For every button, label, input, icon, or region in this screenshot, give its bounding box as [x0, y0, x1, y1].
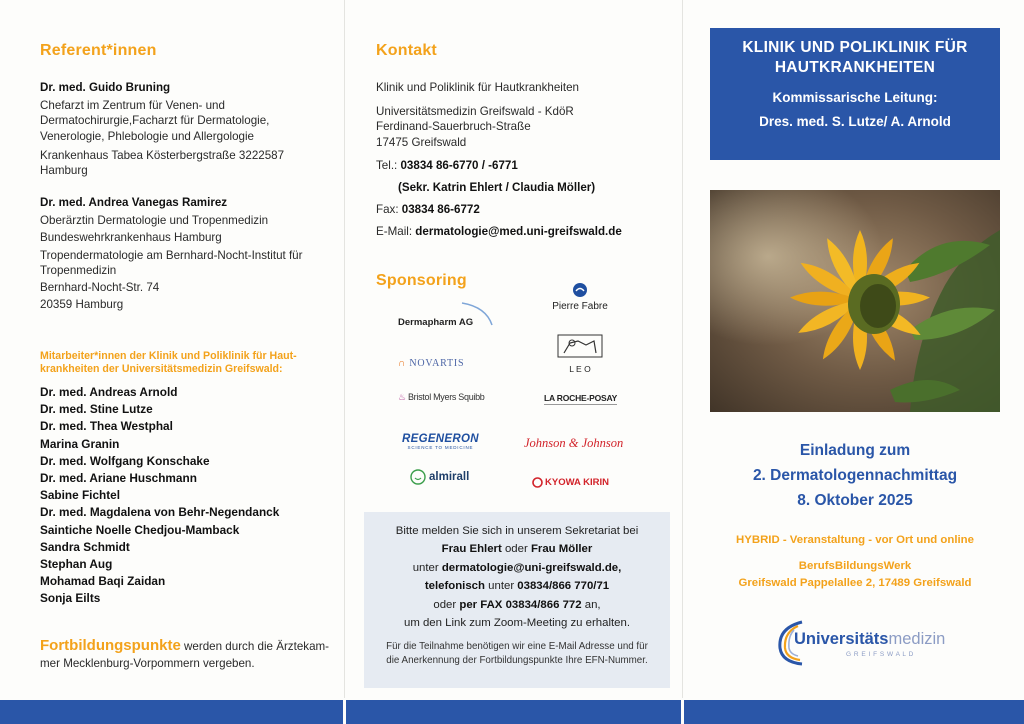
referent-1-line: Chefarzt im Zentrum für Venen- und [40, 99, 225, 113]
pierre-fabre-label: Pierre Fabre [552, 301, 608, 312]
list-item: Dr. med. Magdalena von Behr-Negendanck [40, 505, 280, 520]
johnson-johnson-label: Johnson & Johnson [524, 436, 624, 450]
registration-text: oder [501, 543, 531, 556]
kyowa-kirin-icon [532, 477, 543, 488]
regeneron-subtitle: SCIENCE TO MEDICINE [407, 445, 474, 450]
novartis-logo [398, 358, 464, 369]
almirall-logo [410, 469, 469, 485]
dermapharm-logo [398, 303, 473, 328]
dermapharm-label: Dermapharm AG [398, 317, 474, 328]
referent-2 [40, 195, 330, 312]
kontakt-heading: Kontakt [376, 42, 437, 59]
registration-line: Bitte melden Sie sich in unserem Sekretariat bei [395, 525, 639, 537]
logo-word-universitaets: Universitäts [794, 630, 889, 648]
kyowa-kirin-label: KYOWA KIRIN [545, 477, 610, 488]
event-details [710, 532, 1000, 592]
almirall-icon [410, 469, 426, 485]
almirall-label: almirall [429, 471, 470, 483]
logo-word-greifswald: G R E I F S W A L D [846, 651, 914, 658]
invitation-line: Einladung zum [799, 442, 911, 459]
registration-text: telefonisch [424, 580, 485, 593]
referent-1-line: Krankenhaus Tabea Kösterbergstraße 3222587 [40, 148, 285, 162]
registration-box [364, 512, 670, 688]
leo-logo [556, 333, 604, 374]
referent-1-line: Dermatochirurgie,Facharzt für Dermatologie, [40, 114, 270, 128]
bottom-bar-gap [681, 700, 684, 724]
registration-name: Frau Möller [530, 543, 593, 556]
event-address: Greifswald Pappelallee 2, 17489 Greifswald [738, 577, 972, 589]
johnson-johnson-logo [524, 436, 623, 451]
referent-1 [40, 80, 330, 178]
sekretariat-names: (Sekr. Katrin Ehlert / Claudia Möller) [398, 181, 596, 195]
bms-logo [398, 392, 485, 403]
regeneron-label: REGENERON [402, 433, 479, 445]
list-item: Sandra Schmidt [40, 539, 130, 554]
list-item: Dr. med. Andreas Arnold [40, 385, 178, 399]
registration-name: Frau Ehlert [441, 543, 502, 556]
kontakt-line: Ferdinand-Sauerbruch-Straße [376, 120, 531, 134]
referent-2-line: Bernhard-Nocht-Str. 74 [40, 281, 160, 295]
fortbildung-note [40, 638, 335, 672]
fortbildung-text: mer Mecklenburg-Vorpommern vergeben. [40, 656, 255, 670]
mitarbeiter-heading-line: krankheiten der Universitätsmedizin Greifswald: [40, 363, 283, 375]
kontakt-block [376, 80, 676, 247]
sunflower-photo [710, 190, 1000, 412]
registration-line: um den Link zum Zoom-Meeting zu erhalten. [403, 617, 631, 630]
sunflower-image [710, 190, 1000, 412]
kyowa-kirin-logo [532, 477, 609, 488]
novartis-label: NOVARTIS [409, 358, 465, 369]
referent-2-line: 20359 Hamburg [40, 298, 124, 312]
mitarbeiter-heading [40, 350, 335, 376]
novartis-flame-icon: ∩ [398, 358, 406, 369]
panel-referenten [0, 0, 344, 724]
registration-text: unter [484, 580, 518, 593]
kontakt-line: 17475 Greifswald [376, 135, 467, 149]
registration-text: unter [412, 561, 442, 574]
kontakt-line: Universitätsmedizin Greifswald - KdöR [376, 105, 574, 119]
fax-label: Fax: [376, 203, 402, 217]
klinik-title [710, 38, 1000, 78]
list-item: Stephan Aug [40, 557, 113, 572]
bms-label: Bristol Myers Squibb [407, 392, 485, 402]
list-item: Mohamad Baqi Zaidan [40, 574, 166, 589]
list-item: Sabine Fichtel [40, 488, 120, 503]
registration-fax: per FAX 03834/866 772 [459, 598, 582, 611]
referent-2-line: Tropenmedizin [40, 263, 117, 277]
leo-label: L E O [569, 364, 591, 374]
event-venue: BerufsBildungsWerk [798, 560, 912, 572]
sponsoring-heading: Sponsoring [376, 272, 467, 289]
universitaetsmedizin-logo [772, 618, 952, 672]
email-link[interactable]: dermatologie@med.uni-greifswald.de [415, 225, 622, 239]
registration-text: oder [433, 598, 460, 611]
referent-2-line: Bundeswehrkrankenhaus Hamburg [40, 231, 222, 245]
registration-phone[interactable]: 03834/866 770/71 [517, 580, 610, 593]
klinik-leitung-line: Kommissarische Leitung: [772, 90, 938, 105]
la-roche-posay-logo [544, 393, 617, 405]
invitation-line: 2. Dermatologennachmittag [752, 467, 958, 484]
panel-cover [682, 0, 1024, 724]
klinik-leitung-line: Dres. med. S. Lutze/ A. Arnold [759, 114, 951, 129]
tel-label: Tel.: [376, 158, 401, 172]
registration-note-line: die Anerkennung der Fortbildungspunkte Ihre EFN-Nummer. [386, 654, 648, 666]
referent-2-line: Oberärztin Dermatologie und Tropenmedizin [40, 214, 269, 228]
mitarbeiter-list [40, 384, 340, 608]
referent-1-line: Venerologie, Phlebologie und Allergologie [40, 129, 255, 143]
list-item: Dr. med. Ariane Huschmann [40, 471, 197, 486]
list-item: Marina Granin [40, 436, 120, 451]
bottom-bar-gap [343, 700, 346, 724]
pierre-fabre-icon [572, 282, 588, 298]
registration-email-link[interactable]: dermatologie@uni-greifswald.de, [441, 561, 622, 574]
fortbildung-text: werden durch die Ärztekam- [180, 640, 330, 653]
event-date: 8. Oktober 2025 [797, 492, 913, 509]
registration-text: an, [581, 598, 601, 611]
referent-2-line: Tropendermatologie am Bernhard-Nocht-Institut für [40, 248, 303, 262]
panel-kontakt [344, 0, 682, 724]
bottom-color-bar [0, 700, 1024, 724]
list-item: Dr. med. Thea Westphal [40, 419, 173, 434]
bms-icon: ♨ [398, 392, 406, 402]
list-item: Saintiche Noelle Chedjou-Mamback [40, 522, 240, 537]
klinik-title-line: HAUTKRANKHEITEN [774, 59, 936, 76]
klinik-leitung [710, 87, 1000, 132]
list-item: Sonja Eilts [40, 591, 101, 606]
registration-note [364, 640, 670, 666]
registration-note-line: Für die Teilnahme benötigen wir eine E-Mail Adresse und für [386, 641, 648, 653]
fax-number: 03834 86-6772 [401, 203, 480, 217]
kontakt-line: Klinik und Poliklinik für Hautkrankheiten [376, 81, 579, 94]
referent-1-line: Hamburg [40, 164, 88, 178]
dermapharm-swoosh-icon [458, 301, 498, 327]
logo-word-medizin: medizin [888, 630, 946, 648]
referent-2-name: Dr. med. Andrea Vanegas Ramirez [40, 196, 228, 209]
klinik-header-box [710, 28, 1000, 160]
list-item: Dr. med. Wolfgang Konschake [40, 453, 210, 468]
referenten-heading: Referent*innen [40, 42, 157, 59]
pierre-fabre-logo [540, 282, 620, 312]
list-item: Dr. med. Stine Lutze [40, 402, 153, 417]
leo-lion-icon [556, 333, 604, 367]
regeneron-logo [402, 433, 479, 450]
referent-1-name: Dr. med. Guido Bruning [40, 81, 171, 94]
event-format: HYBRID - Veranstaltung - vor Ort und online [736, 534, 974, 546]
mitarbeiter-heading-line: Mitarbeiter*innen der Klinik und Poliklinik für Haut- [40, 350, 297, 362]
klinik-title-line: KLINIK UND POLIKLINIK FÜR [742, 39, 968, 56]
invitation-title [710, 440, 1000, 512]
universitaetsmedizin-wordmark [794, 630, 945, 649]
email-label: E-Mail: [376, 225, 416, 239]
tel-number[interactable]: 03834 86-6770 / -6771 [400, 158, 518, 172]
fortbildung-heading: Fortbildungspunkte [40, 637, 181, 654]
la-roche-posay-label: LA ROCHE-POSAY [544, 393, 618, 403]
